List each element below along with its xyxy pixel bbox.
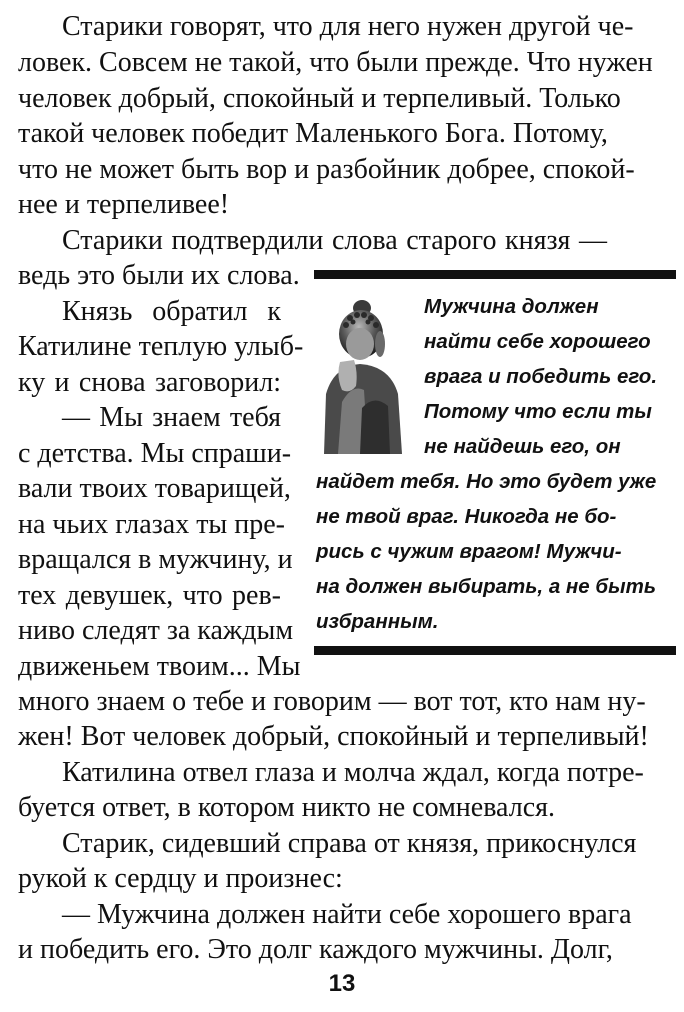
text-line: рукой к сердцу и произнес: [18, 863, 343, 894]
quote-line: на должен выбирать, а не быть [316, 575, 656, 598]
quote-line: не найдешь его, он [424, 435, 621, 458]
text-line: — Мы знаем тебя [62, 402, 281, 433]
quote-top-rule [314, 270, 676, 279]
text-line: движеньем твоим... Мы [18, 651, 301, 682]
quote-line: Мужчина должен [424, 295, 599, 318]
text-line: вращался в мужчину, и [18, 544, 293, 575]
quote-line: Потому что если ты [424, 400, 652, 423]
text-line: Князь обратил к [62, 296, 281, 327]
buddha-figure-icon [316, 298, 408, 454]
quote-line: рись с чужим врагом! Мужчи- [316, 540, 622, 563]
text-line: на чьих глазах ты пре- [18, 509, 285, 540]
text-line: Старики подтвердили слова старого князя — [62, 225, 607, 256]
text-line: ниво следят за каждым [18, 615, 294, 646]
text-line: что не может быть вор и разбойник добрее, спокой- [18, 154, 635, 185]
page-number: 13 [328, 970, 356, 997]
quote-line: врага и победить его. [424, 365, 658, 388]
text-line: такой человек победит Маленького Бога. Потому, [18, 118, 608, 149]
text-line: много знаем о тебе и говорим — вот тот, кто нам ну- [18, 686, 646, 717]
quote-line: найдет тебя. Но это будет уже [316, 470, 657, 493]
text-line: жен! Вот человек добрый, спокойный и терпеливый! [18, 721, 649, 752]
text-line: вали твоих товарищей, [18, 473, 291, 504]
text-line: Старики говорят, что для него нужен другой че- [62, 11, 634, 42]
text-line: Катилине теплую улыб- [18, 331, 304, 362]
quote-line: не твой враг. Никогда не бо- [316, 505, 617, 528]
text-line: — Мужчина должен найти себе хорошего врага [62, 899, 632, 930]
text-line: с детства. Мы спраши- [18, 438, 292, 469]
text-line: Катилина отвел глаза и молча ждал, когда потре- [62, 757, 644, 788]
text-line: и победить его. Это долг каждого мужчины. Долг, [18, 934, 613, 965]
text-line: буется ответ, в котором никто не сомневался. [18, 792, 556, 823]
text-line: ведь это были их слова. [18, 260, 300, 291]
text-line: тех девушек, что рев- [18, 580, 281, 611]
quote-line: избранным. [316, 610, 439, 633]
text-line: человек добрый, спокойный и терпеливый. Только [18, 83, 621, 114]
text-line: ку и снова заговорил: [18, 367, 281, 398]
text-line: ловек. Совсем не такой, что были прежде. Что нужен [18, 47, 653, 78]
text-line: Старик, сидевший справа от князя, прикоснулся [62, 828, 637, 859]
quote-bottom-rule [314, 646, 676, 655]
text-line: нее и терпеливее! [18, 189, 230, 220]
quote-line: найти себе хорошего [424, 330, 651, 353]
